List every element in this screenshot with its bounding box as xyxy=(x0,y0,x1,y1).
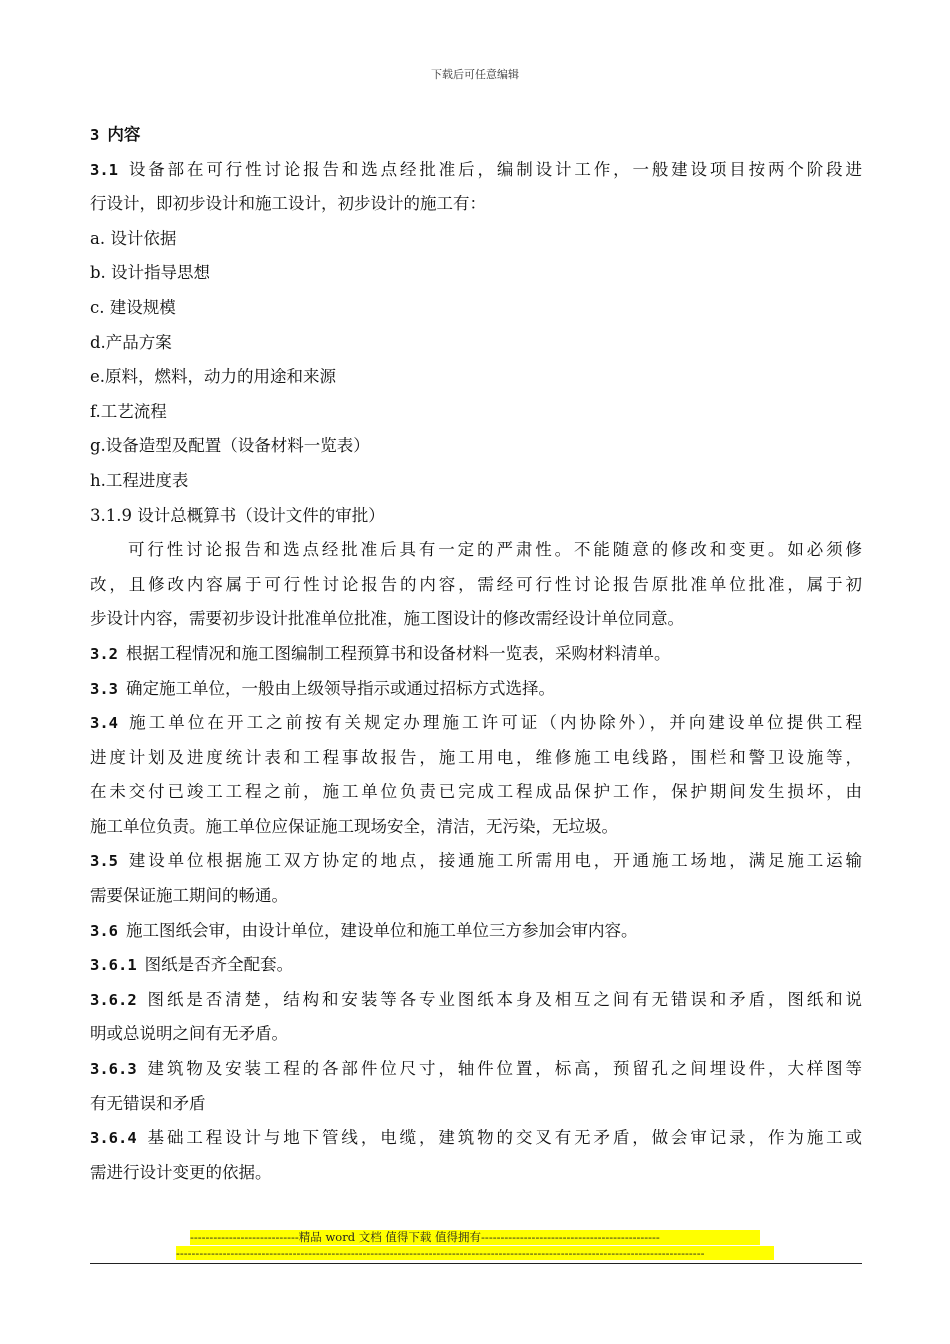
clause-number: 3.6.2 xyxy=(90,990,137,1009)
line-text: 需进行设计变更的依据。 xyxy=(90,1162,272,1182)
text-line xyxy=(90,429,862,464)
clause-number: 3.3 xyxy=(90,679,118,698)
text-line xyxy=(90,637,862,672)
line-text: 图纸是否清楚，结构和安装等各专业图纸本身及相互之间有无错误和矛盾，图纸和说 xyxy=(144,989,862,1009)
line-text: 步设计内容，需要初步设计批准单位批准，施工图设计的修改需经设计单位同意。 xyxy=(90,609,684,629)
clause-number: 3.6.4 xyxy=(90,1129,137,1148)
line-text: 基础工程设计与地下管线，电缆，建筑物的交叉有无矛盾，做会审记录，作为施工或 xyxy=(144,1128,862,1148)
line-text: a. 设计依据 xyxy=(90,228,177,248)
document-body xyxy=(90,118,862,1190)
text-line xyxy=(90,706,862,741)
line-text: 3.1.9 设计总概算书（设计文件的审批） xyxy=(90,505,385,525)
text-line xyxy=(90,326,862,361)
line-text: 在未交付已竣工工程之前，施工单位负责已完成工程成品保护工作，保护期间发生损坏，由 xyxy=(90,782,862,802)
footer-dashes: ---------------------------------------------------------------------------------------------------------------------------------------- xyxy=(176,1246,774,1260)
text-line xyxy=(90,1087,862,1122)
page-header: 下载后可任意编辑 xyxy=(431,68,519,81)
text-line xyxy=(90,464,862,499)
line-text: c. 建设规模 xyxy=(90,297,176,317)
clause-number: 3.4 xyxy=(90,714,118,733)
line-text: e.原料，燃料，动力的用途和来源 xyxy=(90,367,337,387)
clause-number: 3.6 xyxy=(90,921,118,940)
text-line xyxy=(90,672,862,707)
line-text: 有无错误和矛盾 xyxy=(90,1093,206,1113)
text-line xyxy=(90,291,862,326)
text-line xyxy=(90,1052,862,1087)
clause-number: 3.6.3 xyxy=(90,1060,137,1079)
text-line xyxy=(90,395,862,430)
text-line xyxy=(90,602,862,637)
text-line xyxy=(90,1156,862,1191)
line-text: 图纸是否齐全配套。 xyxy=(144,955,294,975)
line-text: 明或总说明之间有无矛盾。 xyxy=(90,1024,288,1044)
footer-rule xyxy=(90,1263,862,1264)
line-text: 施工单位负责。施工单位应保证施工现场安全，清洁，无污染，无垃圾。 xyxy=(90,816,618,836)
line-text: 建设单位根据施工双方协定的地点，接通施工所需用电，开通施工场地，满足施工运输 xyxy=(126,851,862,871)
text-line xyxy=(90,499,862,534)
text-line xyxy=(90,879,862,914)
text-line xyxy=(90,810,862,845)
line-text: 可行性讨论报告和选点经批准后具有一定的严肃性。不能随意的修改和变更。如必须修 xyxy=(128,540,862,560)
line-text: g.设备造型及配置（设备材料一览表） xyxy=(90,436,370,456)
footer-banner: ----------------------------精品 word 文档 值得下载 值得拥有---------------------------------------------- xyxy=(190,1230,760,1245)
clause-number: 3.2 xyxy=(90,644,118,663)
section-title: 内容 xyxy=(107,125,141,144)
text-line xyxy=(90,360,862,395)
text-line xyxy=(90,533,862,568)
text-line xyxy=(90,914,862,949)
clause-number: 3.5 xyxy=(90,852,118,871)
text-line xyxy=(90,568,862,603)
line-text: 设备部在可行性讨论报告和选点经批准后，编制设计工作，一般建设项目按两个阶段进 xyxy=(126,159,862,179)
line-text: 施工单位在开工之前按有关规定办理施工许可证（内协除外），并向建设单位提供工程 xyxy=(126,713,862,733)
line-text: 根据工程情况和施工图编制工程预算书和设备材料一览表，采购材料清单。 xyxy=(126,643,671,663)
text-line xyxy=(90,775,862,810)
line-text: 确定施工单位，一般由上级领导指示或通过招标方式选择。 xyxy=(126,678,555,698)
section-number: 3 xyxy=(90,126,100,144)
line-text: 行设计，即初步设计和施工设计，初步设计的施工有： xyxy=(90,194,486,214)
line-text: 建筑物及安装工程的各部件位尺寸，轴件位置，标高，预留孔之间埋设件，大样图等 xyxy=(144,1059,862,1079)
clause-number: 3.6.1 xyxy=(90,956,137,975)
text-line xyxy=(90,256,862,291)
line-text: 改，且修改内容属于可行性讨论报告的内容，需经可行性讨论报告原批准单位批准，属于初 xyxy=(90,574,862,594)
paragraph-lines xyxy=(90,153,862,1191)
text-line xyxy=(90,153,862,188)
text-line xyxy=(90,741,862,776)
text-line xyxy=(90,983,862,1018)
line-text: 进度计划及进度统计表和工程事故报告，施工用电，维修施工电线路，围栏和警卫设施等， xyxy=(90,747,862,767)
line-text: h.工程进度表 xyxy=(90,470,189,490)
line-text: d.产品方案 xyxy=(90,332,172,352)
clause-number: 3.1 xyxy=(90,160,118,179)
section-heading xyxy=(90,118,862,153)
text-line xyxy=(90,1121,862,1156)
text-line xyxy=(90,1017,862,1052)
text-line xyxy=(90,948,862,983)
text-line xyxy=(90,222,862,257)
line-text: 需要保证施工期间的畅通。 xyxy=(90,886,288,906)
line-text: b. 设计指导思想 xyxy=(90,263,211,283)
line-text: 施工图纸会审，由设计单位，建设单位和施工单位三方参加会审内容。 xyxy=(126,920,638,940)
line-text: f.工艺流程 xyxy=(90,401,167,421)
text-line xyxy=(90,844,862,879)
text-line xyxy=(90,187,862,222)
